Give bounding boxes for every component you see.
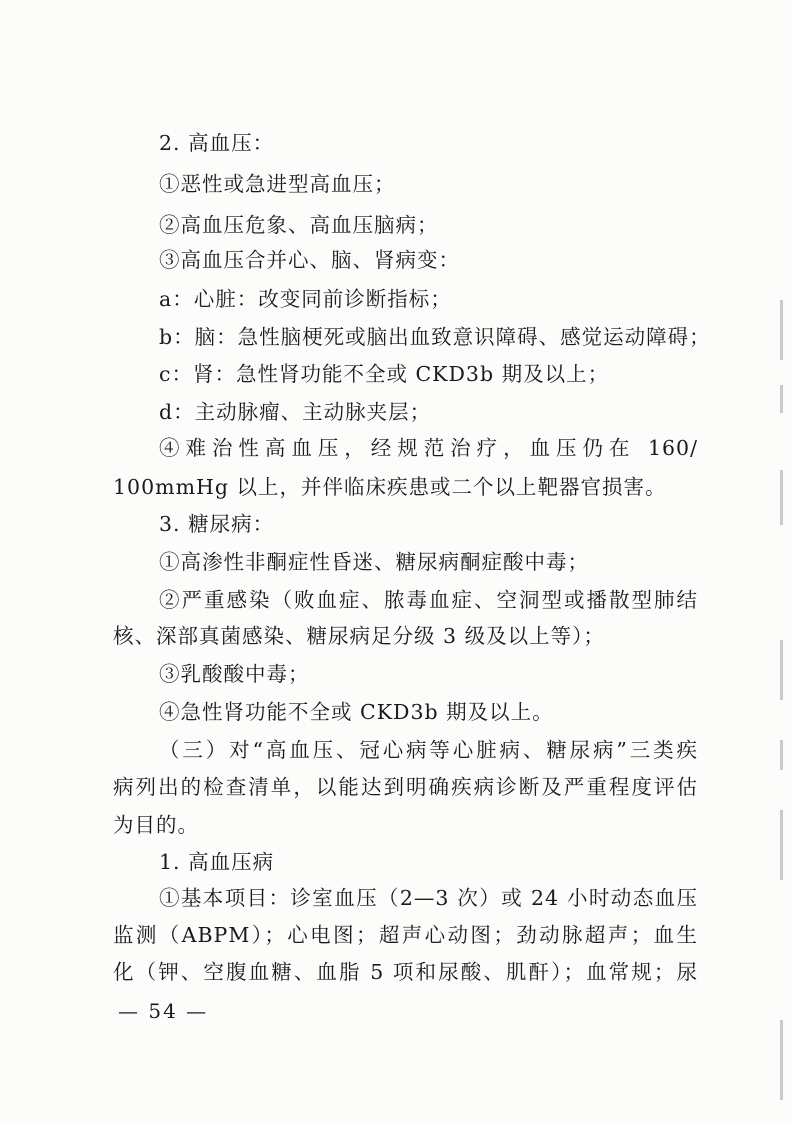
scan-artifact: [780, 810, 783, 880]
paragraph-line: 为目的。: [113, 813, 199, 837]
paragraph-line: 化（钾、空腹血糖、血脂 5 项和尿酸、肌酐）；血常规；尿: [113, 960, 698, 984]
scan-artifact: [780, 640, 783, 700]
paragraph-line: 核、深部真菌感染、糖尿病足分级 3 级及以上等）；: [113, 624, 605, 648]
paragraph-line: ①恶性或急进型高血压；: [159, 172, 396, 196]
scan-artifact: [780, 470, 783, 525]
scan-artifact: [780, 385, 783, 413]
paragraph-line: ②高血压危象、高血压脑病；: [159, 213, 439, 237]
paragraph-line: c：肾：急性肾功能不全或 CKD3b 期及以上；: [159, 362, 610, 386]
paragraph-line: 100mmHg 以上，并伴临床疾患或二个以上靶器官损害。: [113, 475, 667, 499]
scan-artifact: [780, 1020, 783, 1100]
paragraph-line: a：心脏：改变同前诊断指标；: [159, 287, 452, 311]
paragraph-line: 监测（ABPM）；心电图；超声心动图；劲动脉超声；血生: [113, 923, 698, 947]
paragraph-line: d：主动脉瘤、主动脉夹层；: [159, 400, 432, 424]
page-number: — 54 —: [118, 999, 209, 1023]
paragraph-line: ③高血压合并心、脑、肾病变：: [159, 248, 460, 272]
paragraph-line: ③乳酸酸中毒；: [159, 662, 310, 686]
paragraph-line: ④急性肾功能不全或 CKD3b 期及以上。: [159, 700, 554, 724]
scan-artifact: [780, 740, 783, 770]
heading-diabetes: 3. 糖尿病：: [159, 512, 275, 536]
heading-hypertension: 2. 高血压：: [159, 131, 275, 155]
heading-hypertension-disease: 1. 高血压病: [159, 850, 275, 874]
paragraph-line: ①基本项目：诊室血压（2—3 次）或 24 小时动态血压: [159, 886, 698, 910]
paragraph-line: （三）对“高血压、冠心病等心脏病、糖尿病”三类疾: [159, 738, 698, 762]
paragraph-line: 病列出的检查清单，以能达到明确疾病诊断及严重程度评估: [113, 775, 698, 799]
paragraph-line: ④难治性高血压，经规范治疗，血压仍在 160/: [159, 436, 698, 460]
scan-artifact: [780, 300, 783, 360]
paragraph-line: ②严重感染（败血症、脓毒血症、空洞型或播散型肺结: [159, 588, 698, 612]
paragraph-line: ①高渗性非酮症性昏迷、糖尿病酮症酸中毒；: [159, 550, 589, 574]
paragraph-line: b：脑：急性脑梗死或脑出血致意识障碍、感觉运动障碍；: [159, 325, 711, 349]
